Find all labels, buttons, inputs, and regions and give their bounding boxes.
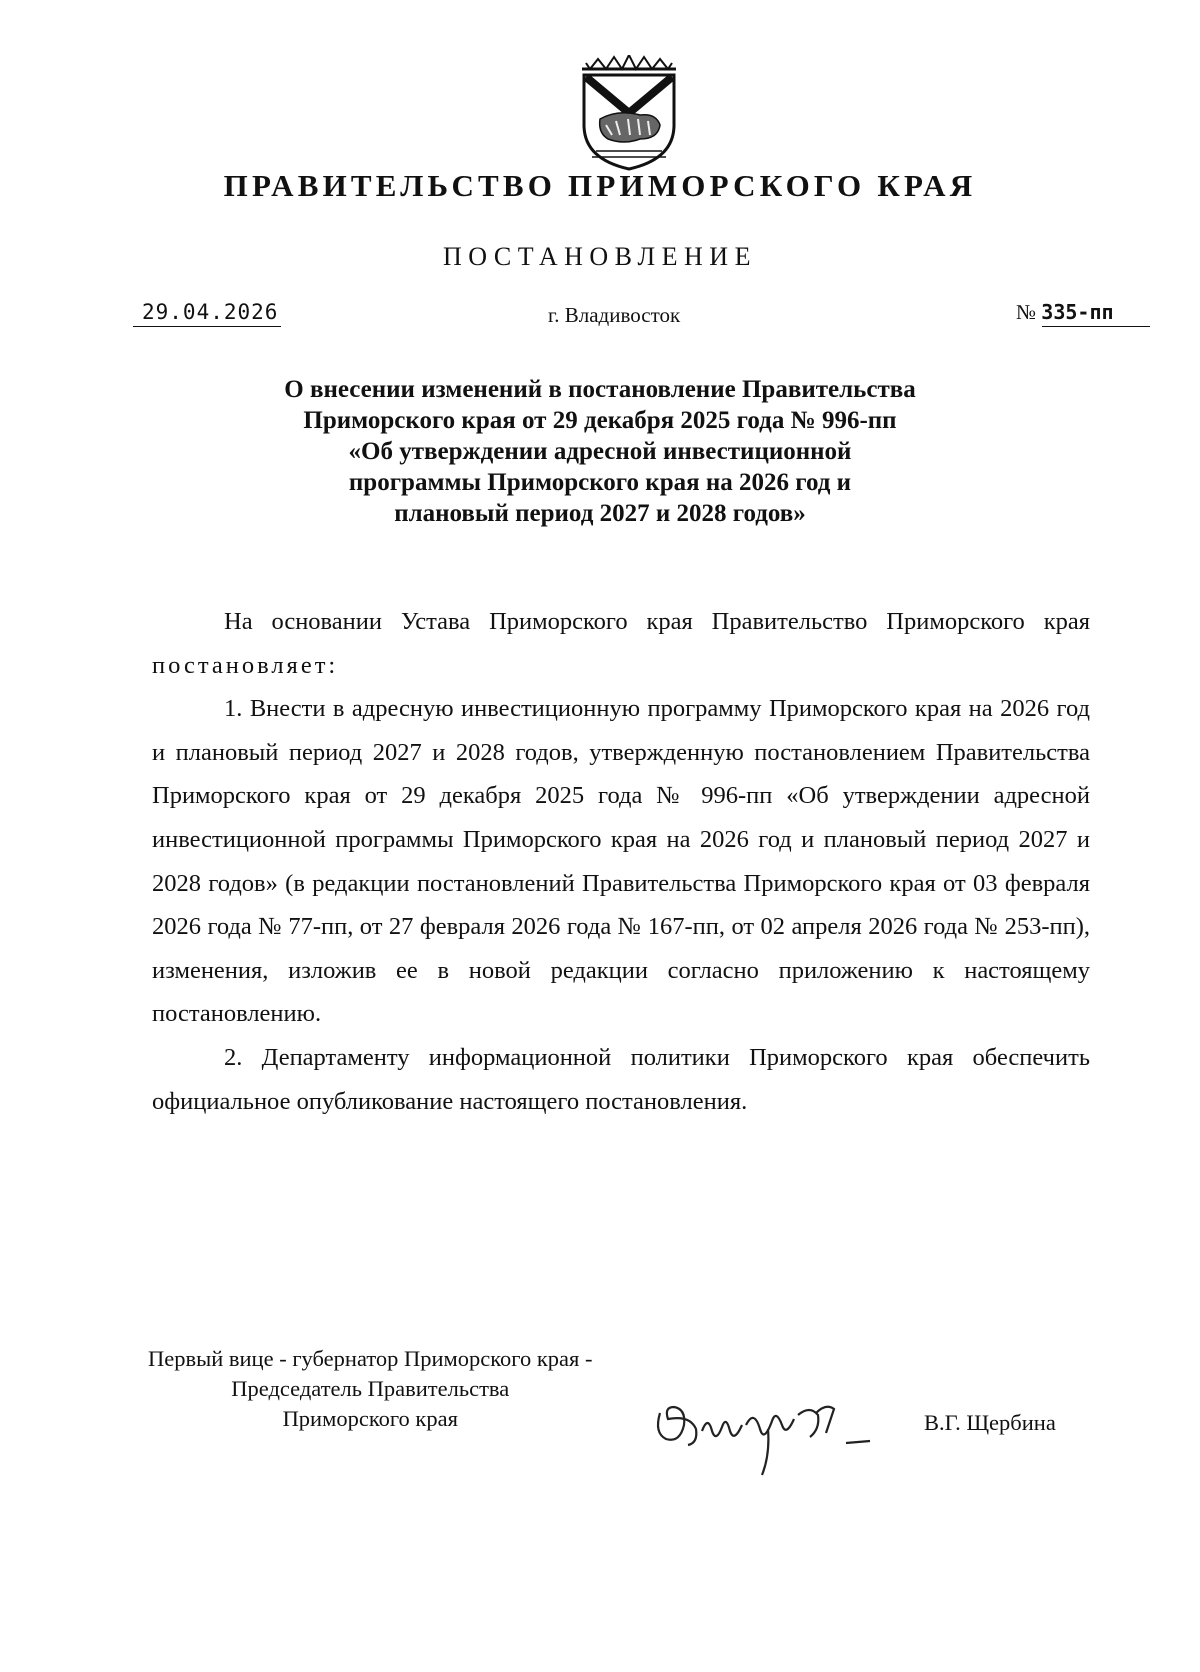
- number-underline: [1042, 326, 1150, 327]
- organization-name: ПРАВИТЕЛЬСТВО ПРИМОРСКОГО КРАЯ: [223, 168, 977, 203]
- item-2-paragraph: 2. Департаменту информационной политики Приморского края обеспечить официальное опубликование настоящего постановления.: [152, 1043, 1090, 1115]
- signatory-name: В.Г. Щербина: [924, 1410, 1056, 1435]
- title-line: программы Приморского края на 2026 год и: [348, 469, 852, 496]
- document-title: [220, 374, 980, 529]
- handwritten-signature-icon: [650, 1385, 880, 1480]
- number-value: 335-пп: [1041, 300, 1114, 324]
- preamble-verb: постановляет:: [152, 651, 339, 679]
- title-line: О внесении изменений в постановление Правительства: [284, 376, 916, 403]
- date-underline: [133, 326, 281, 327]
- document-body: [152, 600, 1090, 1123]
- document-city: г. Владивосток: [548, 303, 681, 327]
- document-type: ПОСТАНОВЛЕНИЕ: [443, 242, 757, 271]
- position-line: Председатель Правительства: [231, 1376, 510, 1401]
- preamble-text: На основании Устава Приморского края Правительство Приморского края: [224, 608, 1090, 635]
- document-number: [1016, 300, 1114, 325]
- document-date: 29.04.2026: [142, 300, 279, 324]
- position-line: Приморского края: [282, 1406, 458, 1431]
- signatory-position: [148, 1344, 593, 1434]
- title-line: «Об утверждении адресной инвестиционной: [348, 438, 852, 465]
- preamble-paragraph: [152, 600, 1090, 687]
- title-line: Приморского края от 29 декабря 2025 года № 996-пп: [303, 407, 897, 434]
- item-1-paragraph: 1. Внести в адресную инвестиционную программу Приморского края на 2026 год и плановый период 2027 и 2028 годов, утвержденную постановлением Правительства Приморского края от 29 декабря 2025 года № 996-пп «Об утверждении адресной инвестиционной программы Приморского края на 2026 год и плановый период 2027 и 2028 годов» (в редакции постановлений Правительства Приморского края от 03 февраля 2026 года № 77-пп, от 27 февраля 2026 года № 167-пп, от 02 апреля 2026 года № 253-пп), изменения, изложив ее в новой редакции согласно приложению к настоящему постановлению.: [152, 695, 1090, 1028]
- title-line: плановый период 2027 и 2028 годов»: [394, 500, 806, 527]
- coat-of-arms-icon: [578, 55, 680, 173]
- number-prefix: №: [1016, 300, 1037, 324]
- position-line: Первый вице - губернатор Приморского края -: [148, 1346, 593, 1371]
